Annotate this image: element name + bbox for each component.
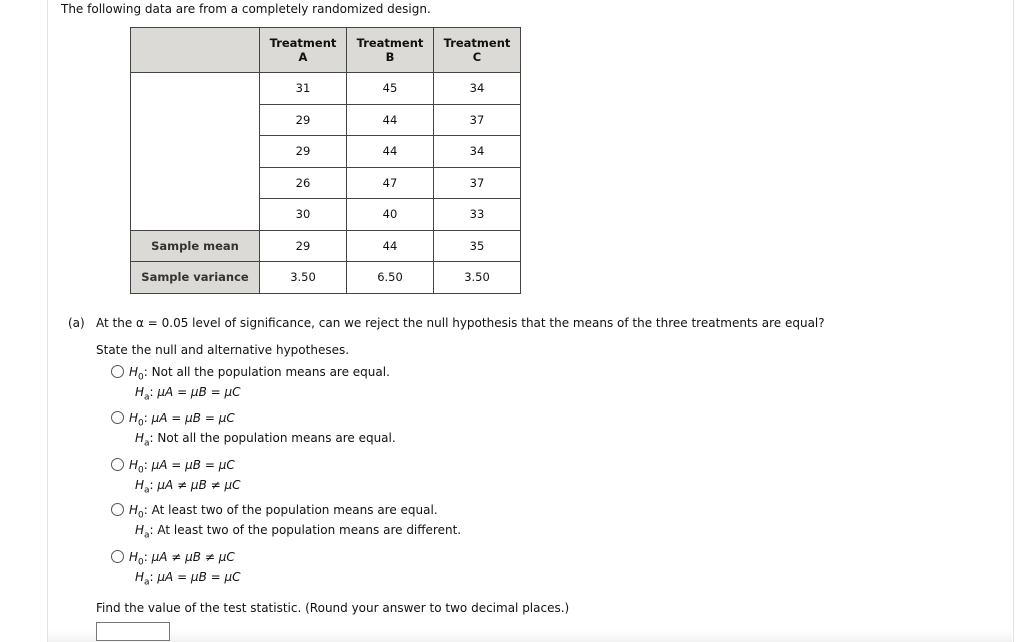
table-cell: 44 (347, 136, 434, 168)
h0-text: μA ≠ μB ≠ μC (151, 550, 235, 564)
ha-text: μA ≠ μB ≠ μC (157, 478, 241, 492)
option-2-ha: $H_a$: Not all the population means are equal. (135, 431, 396, 449)
mean-cell: 35 (434, 230, 521, 262)
table-cell: 44 (347, 104, 434, 136)
sample-mean-row (131, 230, 521, 262)
state-hypotheses-text: State the null and alternative hypotheses. (96, 343, 350, 357)
find-test-statistic-text: Find the value of the test statistic. (Round your answer to two decimal places.) (96, 601, 570, 615)
radio-button[interactable] (111, 411, 124, 424)
table-cell: 26 (260, 167, 347, 199)
part-a-tag: (a) (68, 316, 85, 330)
bottom-shade (48, 630, 1012, 642)
table-cell: 31 (260, 73, 347, 105)
hypothesis-option-4[interactable]: $H_0$: At least two of the population means are equal. (111, 503, 438, 520)
table-cell: 34 (434, 73, 521, 105)
table-cell: 29 (260, 136, 347, 168)
table-row (131, 73, 521, 105)
table-cell: 45 (347, 73, 434, 105)
hypothesis-option-5[interactable]: $H_0$: μA ≠ μB ≠ μC (111, 550, 235, 567)
hypothesis-option-2[interactable]: $H_0$: μA = μB = μC (111, 411, 235, 428)
h0-text: At least two of the population means are equal. (151, 503, 438, 517)
hypothesis-option-1[interactable]: $H_0$: Not all the population means are equal. (111, 365, 390, 382)
data-table (130, 27, 521, 294)
mean-cell: 44 (347, 230, 434, 262)
table-cell: 29 (260, 104, 347, 136)
table-cell: 34 (434, 136, 521, 168)
sample-variance-label: Sample variance (131, 262, 260, 294)
table-cell: 47 (347, 167, 434, 199)
radio-button[interactable] (111, 503, 124, 516)
corner-cell (131, 28, 260, 73)
header-treatment-b: Treatment B (347, 28, 434, 73)
option-5-ha: $H_a$: μA = μB = μC (135, 570, 241, 588)
header-treatment-a: Treatment A (260, 28, 347, 73)
hypothesis-option-3[interactable]: $H_0$: μA = μB = μC (111, 458, 235, 475)
h0-text: μA = μB = μC (151, 458, 235, 472)
part-a-question-text: At the α = 0.05 level of significance, can we reject the null hypothesis that the means of the three treatments are equal? (96, 316, 825, 330)
ha-text: μA = μB = μC (157, 570, 241, 584)
ha-text: Not all the population means are equal. (157, 431, 396, 445)
h0-text: μA = μB = μC (151, 411, 235, 425)
option-4-ha: $H_a$: At least two of the population means are different. (135, 523, 462, 541)
table-cell: 37 (434, 167, 521, 199)
intro-text: The following data are from a completely randomized design. (61, 2, 431, 16)
variance-cell: 6.50 (347, 262, 434, 294)
table-cell: 33 (434, 199, 521, 231)
variance-cell: 3.50 (434, 262, 521, 294)
mean-cell: 29 (260, 230, 347, 262)
test-statistic-input[interactable] (96, 622, 170, 641)
ha-text: At least two of the population means are different. (157, 523, 462, 537)
sample-variance-row (131, 262, 521, 294)
radio-button[interactable] (111, 365, 124, 378)
table-cell: 30 (260, 199, 347, 231)
table-cell: 40 (347, 199, 434, 231)
variance-cell: 3.50 (260, 262, 347, 294)
option-3-ha: $H_a$: μA ≠ μB ≠ μC (135, 478, 241, 496)
header-treatment-c: Treatment C (434, 28, 521, 73)
part-a-question (68, 316, 825, 330)
blank-label-cell (131, 73, 260, 231)
sample-mean-label: Sample mean (131, 230, 260, 262)
radio-button[interactable] (111, 458, 124, 471)
h0-text: Not all the population means are equal. (151, 365, 390, 379)
radio-button[interactable] (111, 550, 124, 563)
table-cell: 37 (434, 104, 521, 136)
ha-text: μA = μB = μC (157, 385, 241, 399)
option-1-ha: $H_a$: μA = μB = μC (135, 385, 241, 403)
